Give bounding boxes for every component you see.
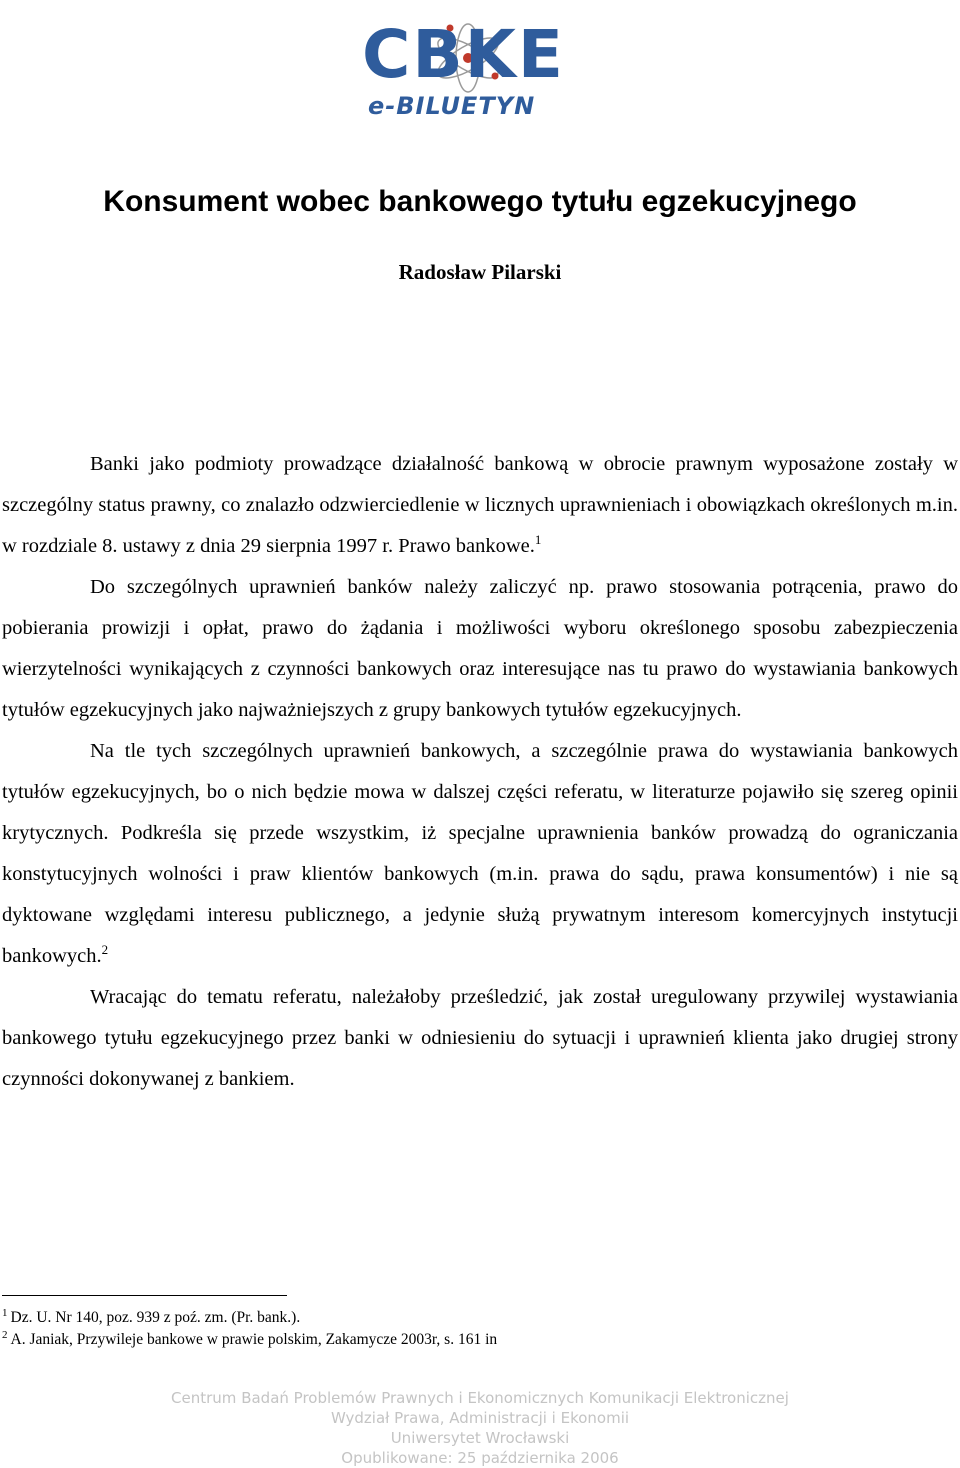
footnote-2 bbox=[2, 1329, 902, 1351]
footer-published-date: Opublikowane: 25 października 2006 bbox=[341, 1449, 619, 1467]
footer-institution: Centrum Badań Problemów Prawnych i Ekonomicznych Komunikacji Elektronicznej bbox=[171, 1389, 789, 1407]
document-author: Radosław Pilarski bbox=[398, 260, 562, 284]
footnote-1 bbox=[2, 1307, 902, 1329]
document-body bbox=[2, 444, 958, 1100]
paragraph-text: Wracając do tematu referatu, należałoby prześledzić, jak został uregulowany przywilej wystawiania bankowego tytułu egzekucyjnego przez banki w odniesieniu do sytuacji i uprawnień klienta jako drugiej strony czynności dokonywanej z bankiem. bbox=[2, 986, 958, 1090]
page-footer bbox=[0, 1388, 960, 1468]
paragraph-3 bbox=[2, 731, 958, 977]
paragraph-4 bbox=[2, 977, 958, 1100]
footnote-number: 1 bbox=[2, 1306, 8, 1319]
paragraph-text: Do szczególnych uprawnień banków należy zaliczyć np. prawo stosowania potrącenia, prawo do pobierania prowizji i opłat, prawo do żądania i możliwości wyboru określonego sposobu zabezpieczenia wierzytelności wynikających z czynności bankowych oraz interesujące nas tu prawo do wystawiania bankowych tytułów egzekucyjnych jako najważniejszych z grupy bankowych tytułów egzekucyjnych. bbox=[2, 576, 958, 721]
footnote-ref: 2 bbox=[101, 942, 109, 958]
footnote-divider bbox=[2, 1295, 287, 1296]
footer-faculty: Wydział Prawa, Administracji i Ekonomii bbox=[330, 1409, 630, 1427]
footnote-text: Dz. U. Nr 140, poz. 939 z poź. zm. (Pr. bank.). bbox=[10, 1309, 301, 1326]
logo-sub-text: e-BILUETYN bbox=[368, 92, 536, 120]
paragraph-2 bbox=[2, 567, 958, 731]
document-title: Konsument wobec bankowego tytułu egzekucyjnego bbox=[103, 185, 857, 218]
footer-university: Uniwersytet Wrocławski bbox=[390, 1429, 570, 1447]
paragraph-text: Na tle tych szczególnych uprawnień bankowych, a szczególnie prawa do wystawiania bankowych tytułów egzekucyjnych, bo o nich będzie mowa w dalszej części referatu, w literaturze pojawiło się szereg opinii krytycznych. Podkreśla się przede wszystkim, iż specjalne uprawnienia banków prowadzą do ograniczania konstytucyjnych wolności i praw klientów bankowych (m.in. prawa do sądu, prawa konsumentów) i nie są dyktowane względami interesu publicznego, a jedynie służą prywatnym interesom komercyjnych instytucji bankowych. bbox=[2, 740, 958, 967]
footnote-text: A. Janiak, Przywileje bankowe w prawie polskim, Zakamycze 2003r, s. 161 in bbox=[10, 1331, 498, 1348]
cbke-logo bbox=[350, 6, 590, 126]
footnote-number: 2 bbox=[2, 1328, 8, 1341]
footnotes bbox=[2, 1307, 902, 1351]
paragraph-text: Banki jako podmioty prowadzące działalność bankową w obrocie prawnym wyposażone zostały w szczególny status prawny, co znalazło odzwierciedlenie w licznych uprawnieniach i obowiązkach określonych m.in. w rozdziale 8. ustawy z dnia 29 sierpnia 1997 r. Prawo bankowe. bbox=[2, 453, 958, 557]
footnote-ref: 1 bbox=[534, 532, 542, 548]
logo-main-text: CBKE bbox=[362, 16, 565, 93]
paragraph-1 bbox=[2, 444, 958, 567]
